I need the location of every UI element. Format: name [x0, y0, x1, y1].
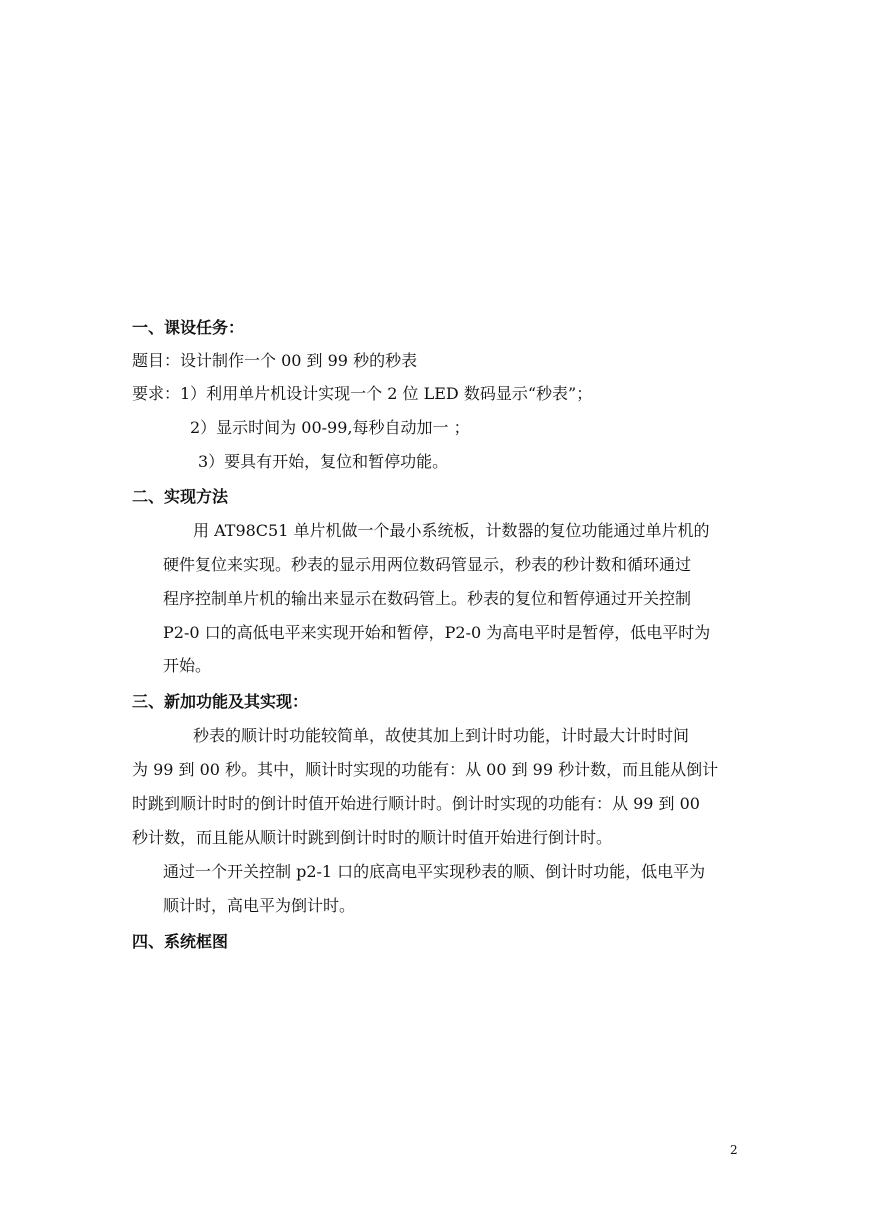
- feature-line-3: 时跳到顺计时时的倒计时值开始进行顺计时。倒计时实现的功能有：从 99 到 00: [132, 794, 700, 813]
- section-1-heading: 一、课设任务：: [132, 318, 245, 337]
- feature-line-5: 通过一个开关控制 p2-1 口的底高电平实现秒表的顺、倒计时功能，低电平为: [163, 862, 706, 881]
- feature-line-4: 秒计数，而且能从顺计时跳到倒计时时的顺计时值开始进行倒计时。: [132, 828, 613, 847]
- task-title-line: 题目：设计制作一个 00 到 99 秒的秒表: [132, 351, 418, 370]
- requirement-line-2: 2）显示时间为 00-99,每秒自动加一 ；: [190, 418, 470, 437]
- section-3-heading: 三、新加功能及其实现：: [132, 692, 309, 711]
- feature-line-6: 顺计时，高电平为倒计时。: [163, 896, 356, 915]
- method-line-4: P2-0 口的高低电平来实现开始和暂停，P2-0 为高电平时是暂停，低电平时为: [163, 623, 711, 642]
- feature-line-2: 为 99 到 00 秒。其中，顺计时实现的功能有：从 00 到 99 秒计数，而且能从倒计: [132, 760, 719, 779]
- section-4-heading: 四、系统框图: [132, 932, 229, 951]
- method-line-5: 开始。: [163, 656, 212, 675]
- page-number: 2: [730, 1143, 738, 1157]
- feature-line-1: 秒表的顺计时功能较简单，故使其加上到计时功能，计时最大计时时间: [193, 726, 690, 745]
- method-line-1: 用 AT98C51 单片机做一个最小系统板，计数器的复位功能通过单片机的: [193, 521, 710, 540]
- method-line-2: 硬件复位来实现。秒表的显示用两位数码管显示，秒表的秒计数和循环通过: [163, 555, 692, 574]
- method-line-3: 程序控制单片机的输出来显示在数码管上。秒表的复位和暂停通过开关控制: [163, 589, 692, 608]
- section-2-heading: 二、实现方法: [132, 487, 229, 506]
- requirement-line-3: 3）要具有开始，复位和暂停功能。: [198, 452, 449, 471]
- requirement-line-1: 要求：1）利用单片机设计实现一个 2 位 LED 数码显示“秒表”；: [132, 384, 593, 403]
